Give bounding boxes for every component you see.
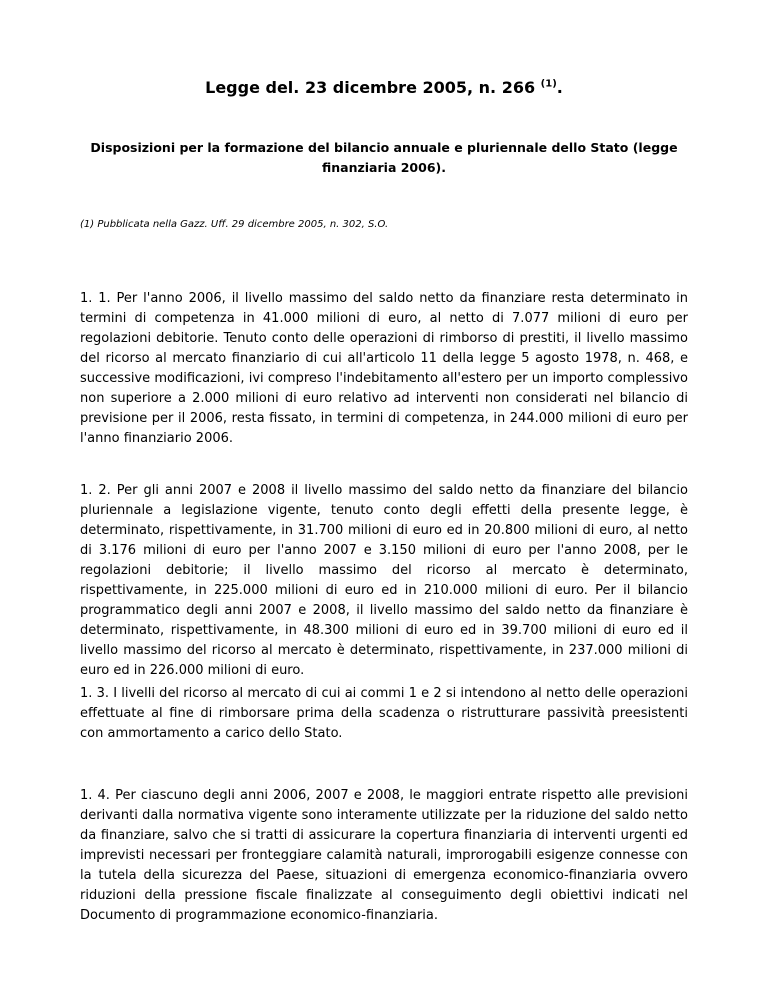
- title-text: Legge del. 23 dicembre 2005, n. 266: [205, 78, 541, 97]
- footnote: (1) Pubblicata nella Gazz. Uff. 29 dicembre 2005, n. 302, S.O.: [80, 219, 389, 230]
- title-period: .: [556, 78, 563, 97]
- document-title: [0, 78, 768, 97]
- paragraph-1-1: 1. 1. Per l'anno 2006, il livello massimo del saldo netto da finanziare resta determinato in termini di competenza in 41.000 milioni di euro, al netto di 7.077 milioni di euro per regolazioni debitorie. Tenuto conto delle operazioni di rimborso di prestiti, il livello massimo del ricorso al mercato finanziario di cui all'articolo 11 della legge 5 agosto 1978, n. 468, e successive modificazioni, ivi compreso l'indebitamento all'estero per un importo complessivo non superiore a 2.000 milioni di euro relativo ad interventi non considerati nel bilancio di previsione per il 2006, resta fissato, in termini di competenza, in 244.000 milioni di euro per l'anno finanziario 2006.: [80, 291, 688, 446]
- paragraph-1-4: 1. 4. Per ciascuno degli anni 2006, 2007 e 2008, le maggiori entrate rispetto alle previsioni derivanti dalla normativa vigente sono interamente utilizzate per la riduzione del saldo netto da finanziare, salvo che si tratti di assicurare la copertura finanziaria di interventi urgenti ed imprevisti necessari per fronteggiare calamità naturali, improrogabili esigenze connesse con la tutela della sicurezza del Paese, situazioni di emergenza economico-finanziaria ovvero riduzioni della pressione fiscale finalizzate al conseguimento degli obiettivi indicati nel Documento di programmazione economico-finanziaria.: [80, 788, 688, 923]
- title-footnote-ref[interactable]: (1): [540, 78, 557, 90]
- paragraph-1-2: 1. 2. Per gli anni 2007 e 2008 il livello massimo del saldo netto da finanziare del bilancio pluriennale a legislazione vigente, tenuto conto degli effetti della presente legge, è determinato, rispettivamente, in 31.700 milioni di euro ed in 20.800 milioni di euro, al netto di 3.176 milioni di euro per l'anno 2007 e 3.150 milioni di euro per l'anno 2008, per le regolazioni debitorie; il livello massimo del ricorso al mercato è determinato, rispettivamente, in 225.000 milioni di euro ed in 210.000 milioni di euro. Per il bilancio programmatico degli anni 2007 e 2008, il livello massimo del saldo netto da finanziare è determinato, rispettivamente, in 48.300 milioni di euro ed in 39.700 milioni di euro ed il livello massimo del ricorso al mercato è determinato, rispettivamente, in 237.000 milioni di euro ed in 226.000 milioni di euro.: [80, 483, 688, 678]
- paragraph-1-3: 1. 3. I livelli del ricorso al mercato di cui ai commi 1 e 2 si intendono al netto delle operazioni effettuate al fine di rimborsare prima della scadenza o ristrutturare passività preesistenti con ammortamento a carico dello Stato.: [80, 686, 688, 741]
- document-subtitle: Disposizioni per la formazione del bilancio annuale e pluriennale dello Stato (legge finanziaria 2006).: [90, 140, 678, 175]
